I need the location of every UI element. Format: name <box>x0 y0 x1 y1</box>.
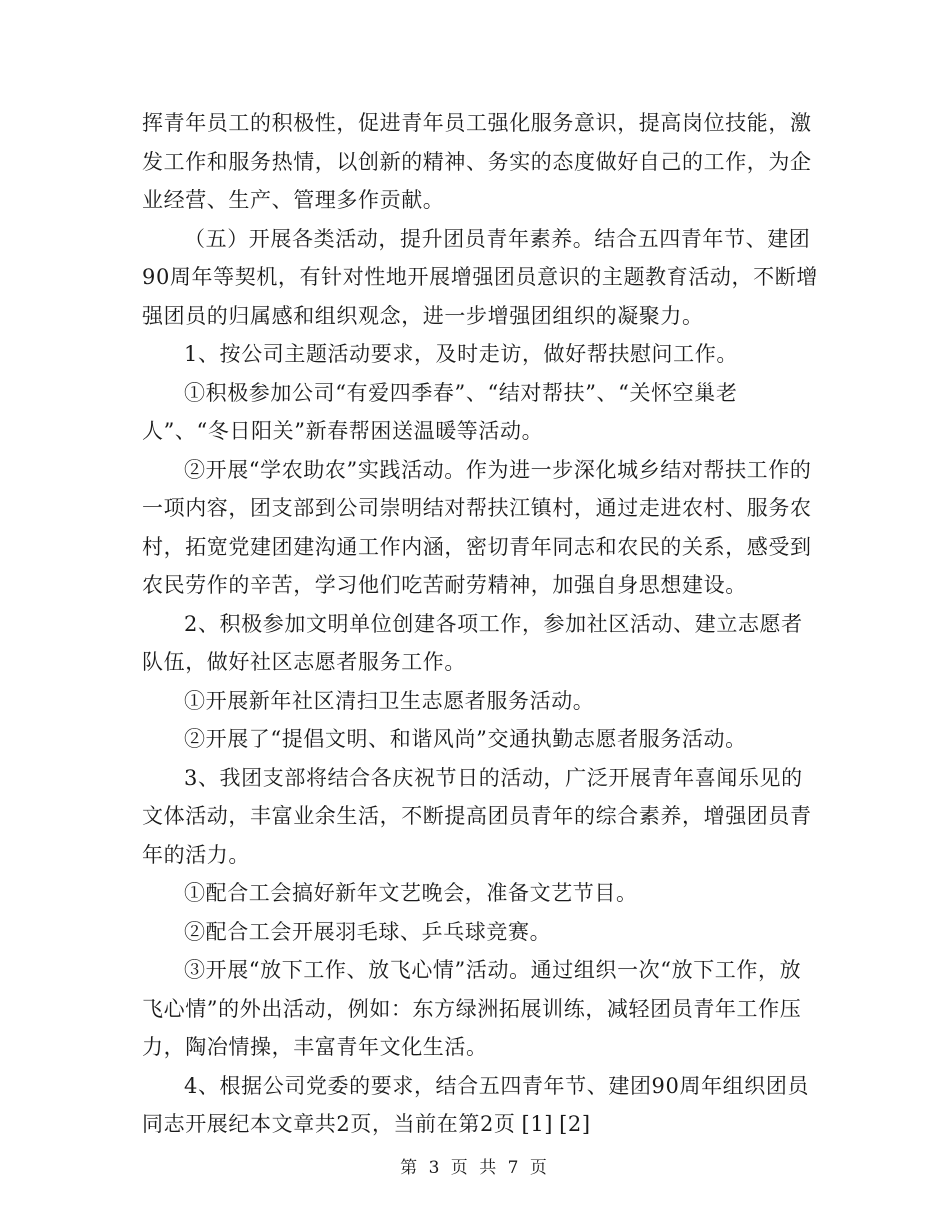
paragraph: 3、我团支部将结合各庆祝节日的活动，广泛开展青年喜闻乐见的文体活动，丰富业余生活，不断提高团员青年的综合素养，增强团员青年的活力。 <box>142 765 812 867</box>
paragraph: ①配合工会搞好新年文艺晚会，准备文艺节目。 <box>184 881 638 905</box>
paragraph: ③开展“放下工作、放飞心情”活动。通过组织一次“放下工作，放飞心情”的外出活动，例如：东方绿洲拓展训练，减轻团员青年工作压力，陶冶情操，丰富青年文化生活。 <box>142 958 802 1059</box>
paragraph: ①开展新年社区清扫卫生志愿者服务活动。 <box>184 688 595 713</box>
page-number-footer: 第 3 页 共 7 页 <box>400 1158 550 1178</box>
paragraph: ①积极参加公司“有爱四季春”、“结对帮扶”、“关怀空巢老人”、“冬日阳关”新春帮困送温暖等活动。 <box>142 380 738 443</box>
document-body <box>142 104 822 1144</box>
page-link-2[interactable]: [2] <box>559 1112 591 1136</box>
page-links <box>516 1112 591 1136</box>
paragraph: （五）开展各类活动，提升团员青年素养。结合五四青年节、建团90周年等契机，有针对性地开展增强团员意识的主题教育活动，不断增强团员的归属感和组织观念，进一步增强团组织的凝聚力。 <box>142 226 818 328</box>
paragraph: 1、按公司主题活动要求，及时走访，做好帮扶慰问工作。 <box>184 342 738 366</box>
paragraph: 2、积极参加文明单位创建各项工作，参加社区活动、建立志愿者队伍，做好社区志愿者服务工作。 <box>142 611 803 674</box>
paragraph: ②开展“学农助农”实践活动。作为进一步深化城乡结对帮扶工作的一项内容，团支部到公司崇明结对帮扶江镇村，通过走进农村、服务农村，拓宽党建团建沟通工作内涵，密切青年同志和农民的关系，感受到农民劳作的辛苦，学习他们吃苦耐劳精神，加强自身思想建设。 <box>142 457 812 597</box>
paragraph-with-page-links <box>142 1067 822 1144</box>
paragraph: ②配合工会开展羽毛球、乒乓球竞赛。 <box>184 919 552 944</box>
paragraph-text: 4、根据公司党委的要求，结合五四青年节、建团90周年组织团员同志开展纪本文章共2页，当前在第2页 <box>142 1073 810 1136</box>
paragraph: 挥青年员工的积极性，促进青年员工强化服务意识，提高岗位技能，激发工作和服务热情，以创新的精神、务实的态度做好自己的工作，为企业经营、生产、管理多作贡献。 <box>142 111 812 212</box>
page-link-1[interactable]: [1] <box>521 1112 554 1136</box>
paragraph: ②开展了“提倡文明、和谐风尚”交通执勤志愿者服务活动。 <box>184 727 747 751</box>
